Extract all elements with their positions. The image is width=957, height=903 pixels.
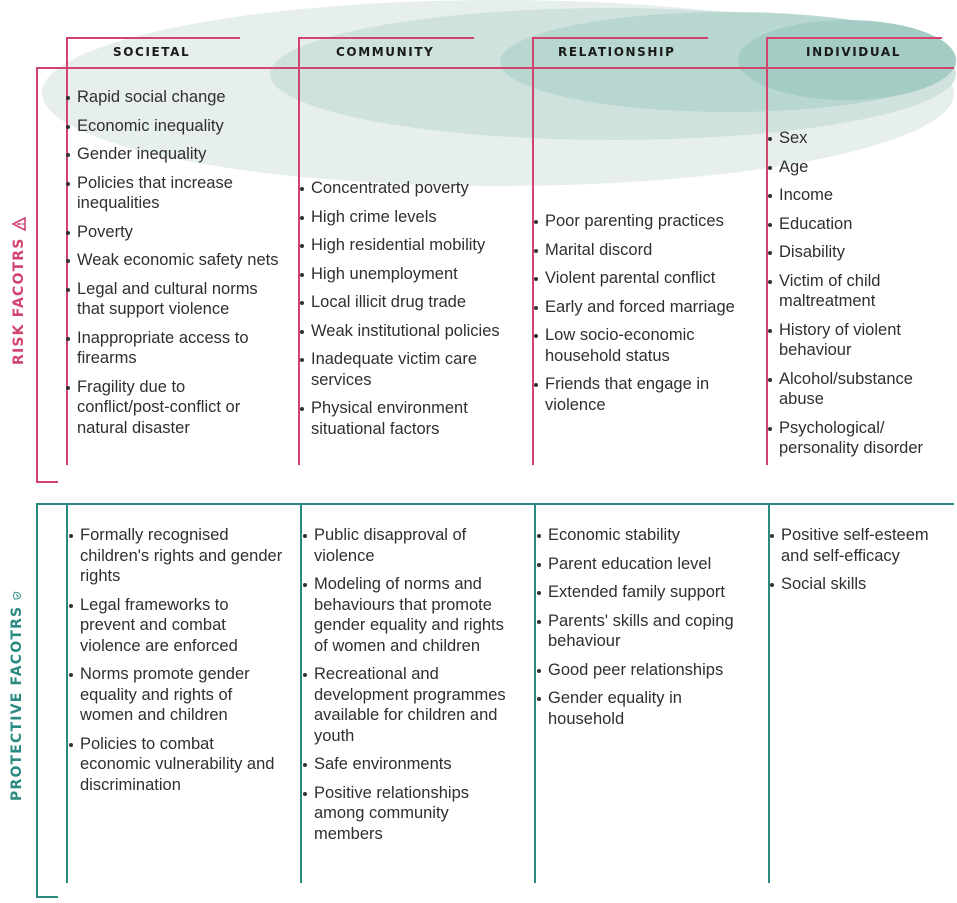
divider-protective-societal bbox=[66, 505, 68, 883]
list-item: Formally recognised children's rights and gender rights bbox=[80, 525, 285, 587]
list-item: Extended family support bbox=[548, 582, 753, 603]
list-item: Economic inequality bbox=[77, 116, 282, 137]
list-item: Legal frameworks to prevent and combat violence are enforced bbox=[80, 595, 285, 657]
divider-risk-community bbox=[298, 37, 300, 465]
list-item: Weak economic safety nets bbox=[77, 250, 282, 271]
protective-list-community bbox=[314, 525, 519, 852]
list-item: Concentrated poverty bbox=[311, 178, 516, 199]
risk-label-text: RISK FACOTRS bbox=[11, 237, 27, 365]
column-header-individual: INDIVIDUAL bbox=[806, 45, 901, 59]
protective-label-text: PROTECTIVE FACOTRS bbox=[9, 605, 25, 801]
header-line-individual bbox=[766, 37, 942, 39]
list-item: Safe environments bbox=[314, 754, 519, 775]
list-item: Rapid social change bbox=[77, 87, 282, 108]
list-item: Violent parental conflict bbox=[545, 268, 750, 289]
list-item: Fragility due to conflict/post-conflict or natural disaster bbox=[77, 377, 282, 439]
list-item: Alcohol/substance abuse bbox=[779, 369, 949, 410]
column-header-community: COMMUNITY bbox=[336, 45, 435, 59]
list-item: Gender inequality bbox=[77, 144, 282, 165]
list-item: High residential mobility bbox=[311, 235, 516, 256]
list-item: Policies that increase inequalities bbox=[77, 173, 282, 214]
ellipse-individual bbox=[738, 20, 956, 100]
column-header-relationship: RELATIONSHIP bbox=[558, 45, 676, 59]
risk-frame-bottom bbox=[36, 481, 58, 483]
shield-check-icon bbox=[10, 591, 24, 600]
protective-frame-top bbox=[36, 503, 954, 505]
list-item: Economic stability bbox=[548, 525, 753, 546]
list-item: Low socio-economic household status bbox=[545, 325, 750, 366]
column-header-societal: SOCIETAL bbox=[113, 45, 191, 59]
list-item: Parents' skills and coping behaviour bbox=[548, 611, 753, 652]
list-item: Positive relationships among community members bbox=[314, 783, 519, 845]
header-line-societal bbox=[66, 37, 240, 39]
protective-list-individual bbox=[781, 525, 946, 603]
list-item: Legal and cultural norms that support violence bbox=[77, 279, 282, 320]
list-item: Policies to combat economic vulnerability and discrimination bbox=[80, 734, 285, 796]
list-item: Age bbox=[779, 157, 949, 178]
risk-list-societal bbox=[77, 87, 282, 446]
list-item: Parent education level bbox=[548, 554, 753, 575]
list-item: Marital discord bbox=[545, 240, 750, 261]
list-item: Gender equality in household bbox=[548, 688, 753, 729]
risk-factors-label bbox=[9, 215, 29, 365]
list-item: Good peer relationships bbox=[548, 660, 753, 681]
protective-frame-left bbox=[36, 503, 38, 898]
list-item: Income bbox=[779, 185, 949, 206]
list-item: Psychological/ personality disorder bbox=[779, 418, 949, 459]
list-item: Modeling of norms and behaviours that promote gender equality and rights of women and children bbox=[314, 574, 519, 656]
list-item: Early and forced marriage bbox=[545, 297, 750, 318]
risk-list-relationship bbox=[545, 211, 750, 423]
risk-list-community bbox=[311, 178, 516, 447]
protective-frame-bottom bbox=[36, 896, 58, 898]
list-item: Poor parenting practices bbox=[545, 211, 750, 232]
list-item: Sex bbox=[779, 128, 949, 149]
list-item: Poverty bbox=[77, 222, 282, 243]
list-item: Positive self-esteem and self-efficacy bbox=[781, 525, 946, 566]
list-item: Friends that engage in violence bbox=[545, 374, 750, 415]
risk-list-individual bbox=[779, 128, 949, 467]
list-item: Recreational and development programmes available for children and youth bbox=[314, 664, 519, 746]
list-item: Norms promote gender equality and rights of women and children bbox=[80, 664, 285, 726]
list-item: High crime levels bbox=[311, 207, 516, 228]
list-item: History of violent behaviour bbox=[779, 320, 949, 361]
list-item: Education bbox=[779, 214, 949, 235]
header-line-relationship bbox=[532, 37, 708, 39]
list-item: Inadequate victim care services bbox=[311, 349, 516, 390]
risk-frame-top bbox=[36, 67, 954, 69]
list-item: Social skills bbox=[781, 574, 946, 595]
divider-protective-community bbox=[300, 505, 302, 883]
list-item: Physical environment situational factors bbox=[311, 398, 516, 439]
protective-list-relationship bbox=[548, 525, 753, 737]
divider-protective-relationship bbox=[534, 505, 536, 883]
list-item: High unemployment bbox=[311, 264, 516, 285]
risk-frame-left bbox=[36, 67, 38, 483]
list-item: Victim of child maltreatment bbox=[779, 271, 949, 312]
header-line-community bbox=[298, 37, 474, 39]
divider-risk-societal bbox=[66, 37, 68, 465]
list-item: Weak institutional policies bbox=[311, 321, 516, 342]
warning-triangle-icon bbox=[12, 217, 26, 231]
list-item: Disability bbox=[779, 242, 949, 263]
divider-protective-individual bbox=[768, 505, 770, 883]
list-item: Public disapproval of violence bbox=[314, 525, 519, 566]
protective-list-societal bbox=[80, 525, 285, 803]
protective-factors-label bbox=[7, 591, 27, 801]
list-item: Local illicit drug trade bbox=[311, 292, 516, 313]
list-item: Inappropriate access to firearms bbox=[77, 328, 282, 369]
